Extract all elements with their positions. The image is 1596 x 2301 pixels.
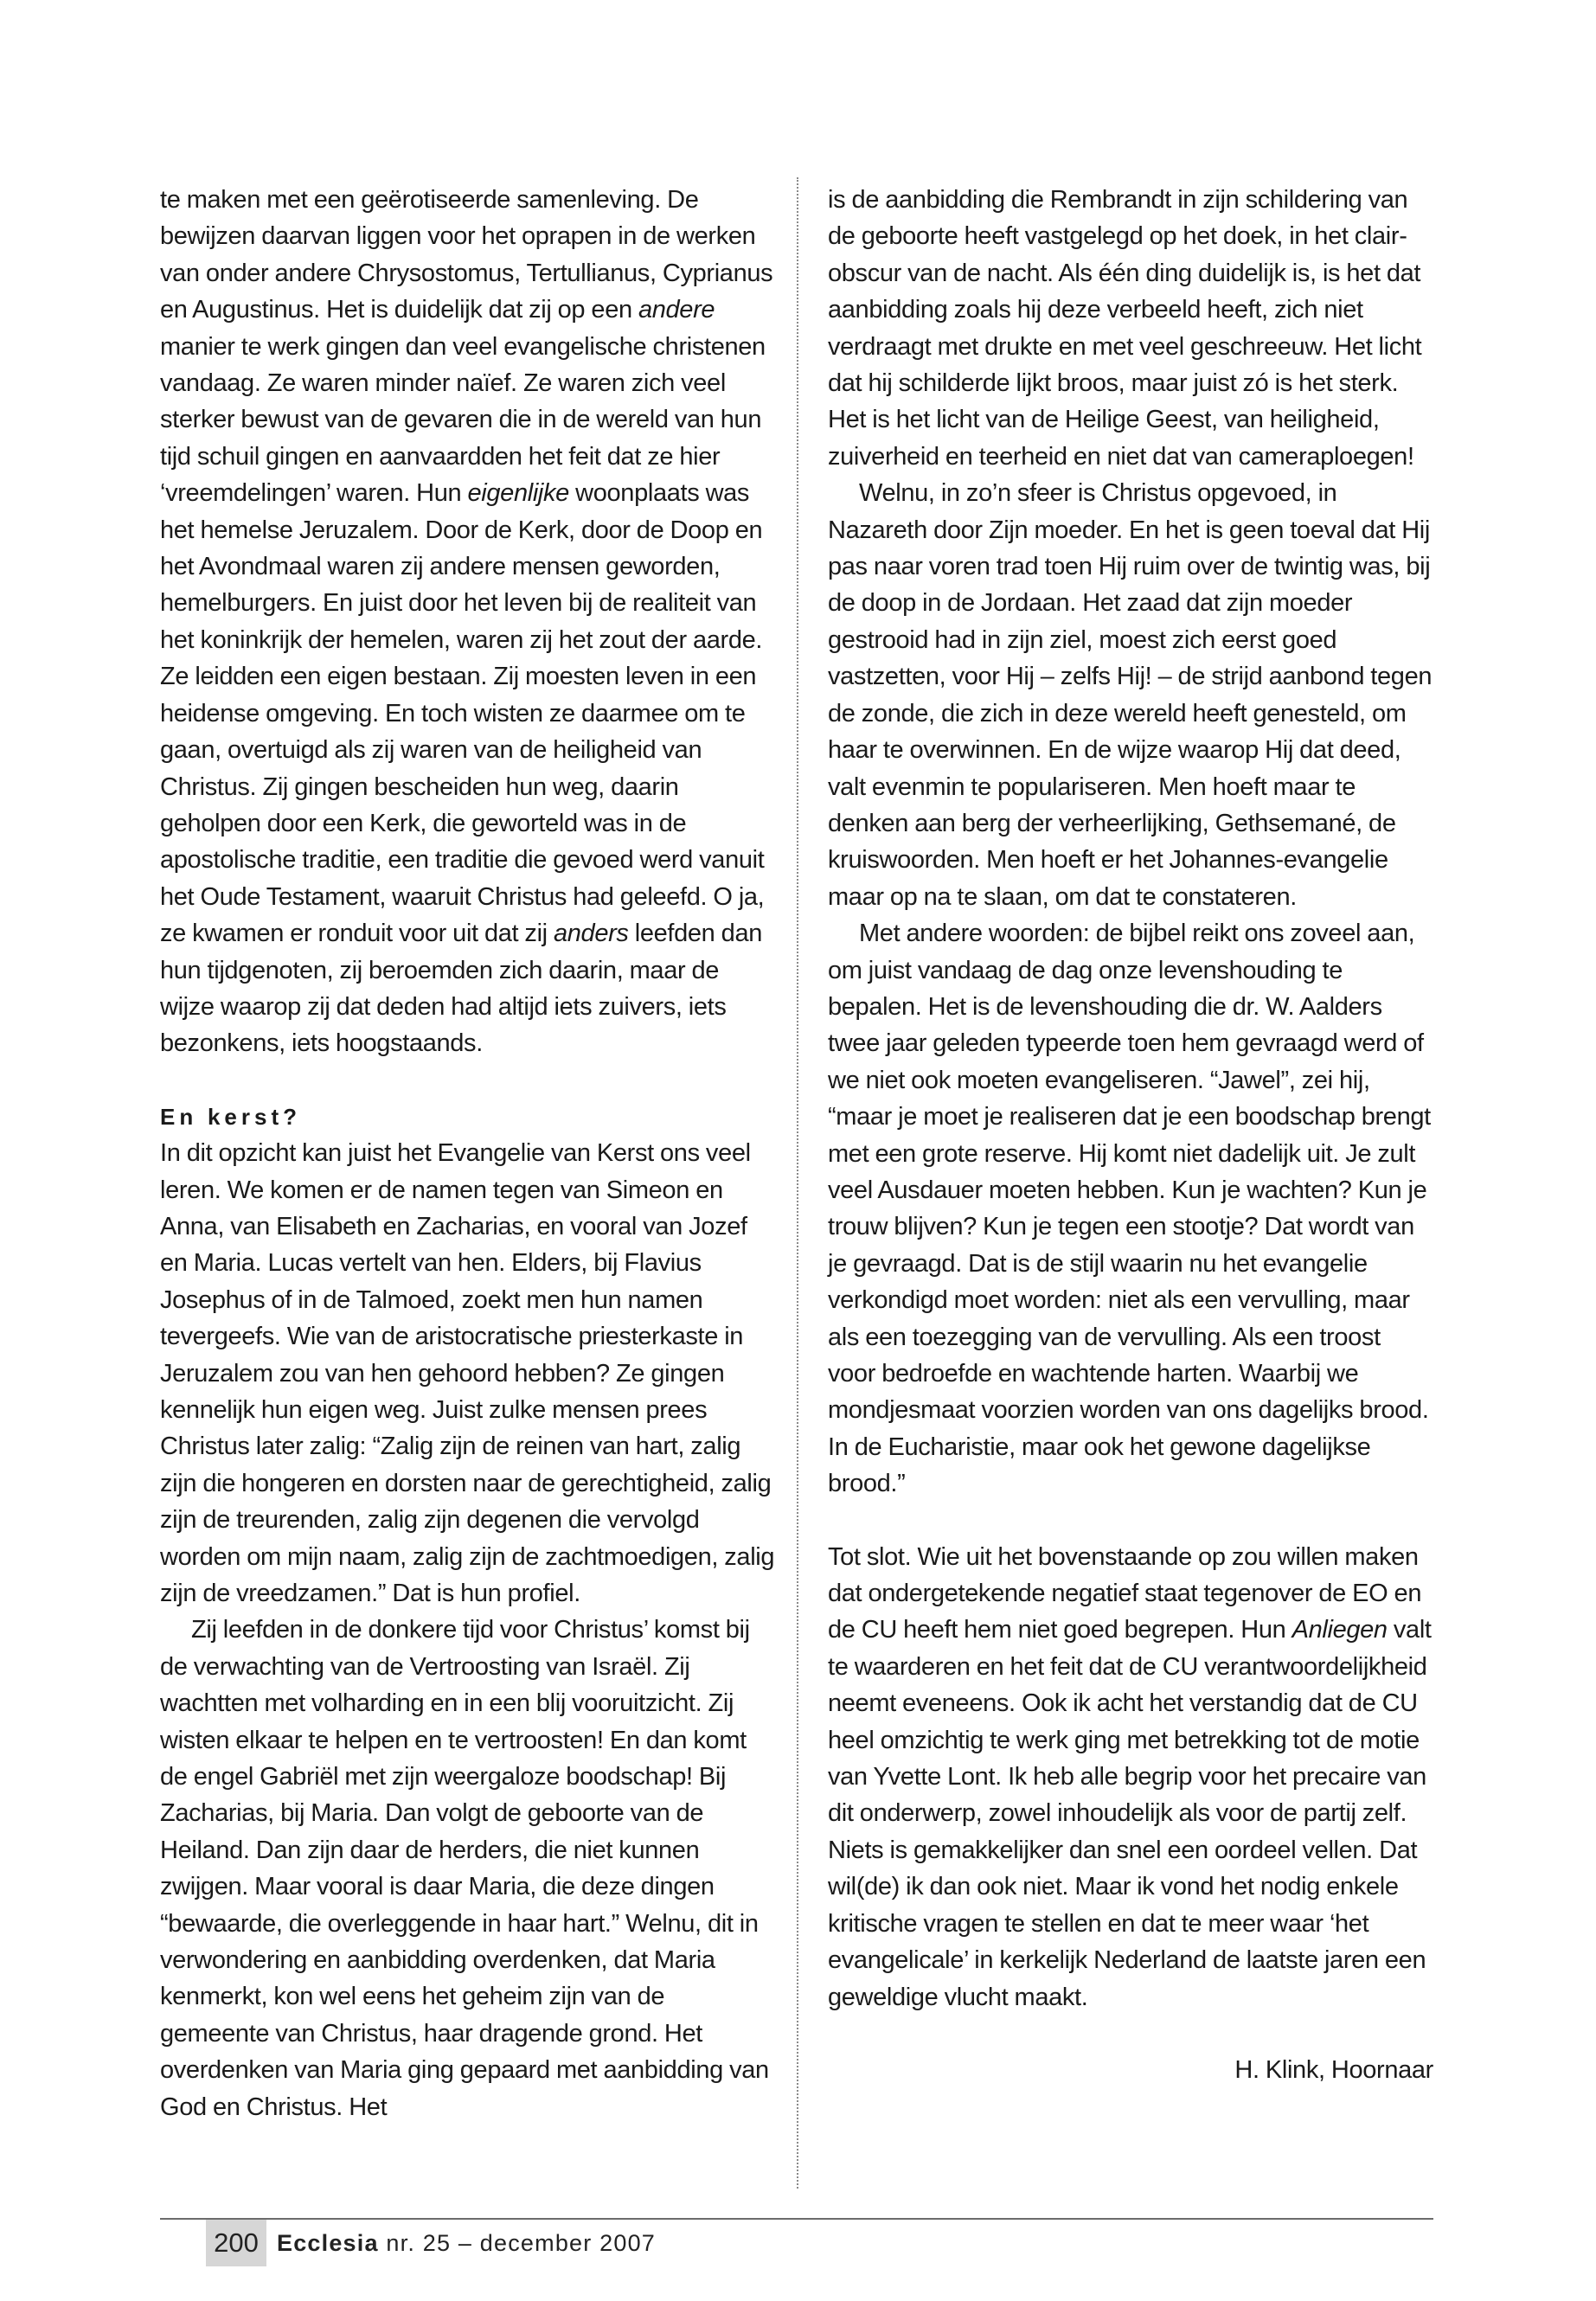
journal-name: Ecclesia (277, 2230, 379, 2256)
spacer (828, 1503, 1433, 1539)
right-column (828, 182, 1433, 2088)
journal-info (277, 2220, 656, 2266)
paragraph: Tot slot. Wie uit het bovenstaande op zou willen maken dat ondergetekende negatief staat tegenover de EO en de CU heeft hem niet goed begrepen. Hun Anliegen valt te waarderen en het feit dat de CU verantwoordelijkheid neemt eveneens. Ook ik acht het verstandig dat de CU heel omzichtig te werk ging met betrekking tot de motie van Yvette Lont. Ik heb alle begrip voor het precaire van dit onderwerp, zowel inhoudelijk als voor de partij zelf. Niets is gemakkelijker dan snel een oordeel vellen. Dat wil(de) ik dan ook niet. Maar ik vond het nodig enkele kritische vragen te stellen en dat te meer waar ‘het evangelicale’ in kerkelijk Nederland de laatste jaren een geweldige vlucht maakt. (828, 1542, 1432, 2011)
spacer (160, 1062, 776, 1099)
paragraph: is de aanbidding die Rembrandt in zijn schildering van de geboorte heeft vastgelegd op het doek, in het clair-obscur van de nacht. Als één ding duidelijk is, is het dat aanbidding zoals hij deze verbeeld heeft, zich niet verdraagt met drukte en met veel geschreeuw. Het licht dat hij schilderde lijkt broos, maar juist zó is het sterk. Het is het licht van de Heilige Geest, van heiligheid, zuiverheid en teerheid en niet dat van cameraploegen! (828, 186, 1422, 471)
paragraph: te maken met een geërotiseerde samenleving. De bewijzen daarvan liggen voor het oprapen in de werken van onder andere Chrysostomus, Tertullianus, Cyprianus en Augustinus. Het is duidelijk dat zij op een andere manier te werk gingen dan veel evangelische christenen vandaag. Ze waren minder naïef. Ze waren zich veel sterker bewust van de gevaren die in de wereld van hun tijd schuil gingen en aanvaardden het feit dat ze hier ‘vreemdelingen’ waren. Hun eigenlijke woonplaats was het hemelse Jeruzalem. Door de Kerk, door de Doop en het Avondmaal waren zij andere mensen geworden, hemelburgers. En juist door het leven bij de realiteit van het koninkrijk der hemelen, waren zij het zout der aarde. Ze leidden een eigen bestaan. Zij moesten leven in een heidense omgeving. En toch wisten ze daarmee om te gaan, overtuigd als zij waren van de heiligheid van Christus. Zij gingen bescheiden hun weg, daarin geholpen door een Kerk, die geworteld was in de apostolische traditie, een traditie die gevoed werd vanuit het Oude Testament, waaruit Christus had geleefd. O ja, ze kwamen er ronduit voor uit dat zij anders leefden dan hun tijdgenoten, zij beroemden zich daarin, maar de wijze waarop zij dat deden had altijd iets zuivers, iets bezonkens, iets hoogstaands. (160, 186, 773, 1058)
paragraph: In dit opzicht kan juist het Evangelie van Kerst ons veel leren. We komen er de namen tegen van Simeon en Anna, van Elisabeth en Zacharias, en vooral van Jozef en Maria. Lucas vertelt van hen. Elders, bij Flavius Josephus of in de Talmoed, zoekt men hun namen tevergeefs. Wie van de aristocratische priesterkaste in Jeruzalem zou van hen gehoord hebben? Ze gingen kennelijk hun eigen weg. Juist zulke mensen prees Christus later zalig: “Zalig zijn de reinen van hart, zalig zijn die hongeren en dorsten naar de gerechtigheid, zalig zijn de treurenden, zalig zijn degenen die vervolgd worden om mijn naam, zalig zijn de zachtmoedigen, zalig zijn de vreedzamen.” Dat is hun profiel. (160, 1139, 775, 1608)
author-signature: H. Klink, Hoornaar (1234, 2055, 1433, 2084)
paragraph: Zij leefden in de donkere tijd voor Christus’ komst bij de verwachting van de Vertroosting van Israël. Zij wachtten met volharding en in een blij vooruitzicht. Zij wisten elkaar te helpen en te vertroosten! En dan komt de engel Gabriël met zijn weergaloze boodschap! Bij Zacharias, bij Maria. Dan volgt de geboorte van de Heiland. Dan zijn daar de herders, die niet kunnen zwijgen. Maar vooral is daar Maria, die deze dingen “bewaarde, die overleggende in haar hart.” Welnu, dit in verwondering en aanbidding overdenken, dat Maria kenmerkt, kon wel eens het geheim zijn van de gemeente van Christus, haar dragende grond. Het overdenken van Maria ging gepaard met aanbidding van God en Christus. Het (160, 1616, 769, 2121)
paragraph: Met andere woorden: de bijbel reikt ons zoveel aan, om juist vandaag de dag onze levenshouding te bepalen. Het is de levenshouding die dr. W. Aalders twee jaar geleden typeerde toen hem gevraagd werd of we niet ook moeten evangeliseren. “Jawel”, zei hij, “maar je moet je realiseren dat je een boodschap brengt met een grote reserve. Hij komt niet dadelijk uit. Je zult veel Ausdauer moeten hebben. Kun je wachten? Kun je trouw blijven? Kun je tegen een stootje? Dat wordt van je gevraagd. Dat is de stijl waarin nu het evangelie verkondigd moet worden: niet als een vervulling, maar als een toezegging van de vervulling. Als een troost voor bedroefde en wachtende harten. Waarbij we mondjesmaat voorzien worden van ons dagelijks brood. In de Eucharistie, maar ook het gewone dagelijkse brood.” (828, 920, 1431, 1498)
spacer (828, 2016, 1433, 2052)
paragraph: Welnu, in zo’n sfeer is Christus opgevoed, in Nazareth door Zijn moeder. En het is geen toeval dat Hij pas naar voren trad toen Hij ruim over de twintig was, bij de doop in de Jordaan. Het zaad dat zijn moeder gestrooid had in zijn ziel, moest zich eerst goed vastzetten, voor Hij – zelfs Hij! – de strijd aanbond tegen de zonde, die zich in deze wereld heeft genesteld, om haar te overwinnen. En de wijze waarop Hij dat deed, valt evenmin te populariseren. Men hoeft maar te denken aan berg der verheerlijking, Gethsemané, de kruiswoorden. Men hoeft er het Johannes-evangelie maar op na te slaan, om dat te constateren. (828, 479, 1433, 911)
section-heading: En kerst? (160, 1103, 301, 1130)
left-column (160, 182, 776, 2125)
journal-issue: nr. 25 – december 2007 (386, 2230, 657, 2256)
page-number: 200 (206, 2220, 266, 2266)
column-divider (797, 177, 798, 2189)
